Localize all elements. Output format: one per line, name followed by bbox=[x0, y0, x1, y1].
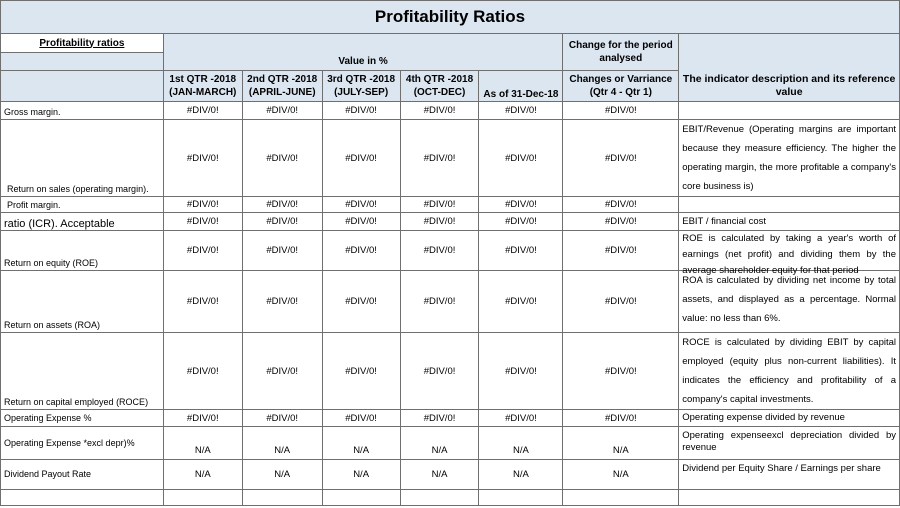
table-row bbox=[1, 213, 900, 231]
value-cell[interactable]: #DIV/0! bbox=[479, 333, 563, 410]
blank-header-cell[interactable] bbox=[1, 71, 164, 102]
table-row bbox=[1, 231, 900, 271]
value-cell[interactable]: #DIV/0! bbox=[242, 271, 322, 333]
value-cell[interactable]: #DIV/0! bbox=[322, 102, 400, 120]
table-row bbox=[1, 460, 900, 490]
change-cell[interactable]: N/A bbox=[563, 427, 679, 460]
value-cell[interactable]: N/A bbox=[479, 460, 563, 490]
value-cell[interactable]: N/A bbox=[322, 427, 400, 460]
change-variance-header[interactable]: Changes or Varriance (Qtr 4 - Qtr 1) bbox=[563, 71, 679, 102]
description-cell[interactable]: Operating expenseexcl depreciation divided by revenue bbox=[679, 427, 900, 460]
value-cell[interactable]: #DIV/0! bbox=[322, 197, 400, 213]
ratio-label[interactable]: Return on assets (ROA) bbox=[1, 271, 164, 333]
period-header-q3[interactable]: 3rd QTR -2018 (JULY-SEP) bbox=[322, 71, 400, 102]
value-cell[interactable]: #DIV/0! bbox=[242, 213, 322, 231]
empty-cell[interactable] bbox=[1, 490, 164, 506]
value-cell[interactable]: #DIV/0! bbox=[479, 231, 563, 271]
description-cell[interactable]: Dividend per Equity Share / Earnings per share bbox=[679, 460, 900, 490]
table-row bbox=[1, 410, 900, 427]
ratio-label[interactable]: Return on equity (ROE) bbox=[1, 231, 164, 271]
value-cell[interactable]: #DIV/0! bbox=[163, 271, 242, 333]
value-cell[interactable]: N/A bbox=[322, 460, 400, 490]
period-header-q1[interactable]: 1st QTR -2018 (JAN-MARCH) bbox=[163, 71, 242, 102]
value-cell[interactable]: #DIV/0! bbox=[242, 231, 322, 271]
ratio-label[interactable]: Return on capital employed (ROCE) bbox=[1, 333, 164, 410]
value-cell[interactable]: #DIV/0! bbox=[322, 410, 400, 427]
value-cell[interactable]: #DIV/0! bbox=[479, 197, 563, 213]
ratio-label[interactable]: Gross margin. bbox=[1, 102, 164, 120]
empty-row bbox=[1, 490, 900, 506]
change-cell[interactable]: #DIV/0! bbox=[563, 271, 679, 333]
description-cell[interactable] bbox=[679, 102, 900, 120]
value-cell[interactable]: #DIV/0! bbox=[400, 271, 479, 333]
ratio-label[interactable]: ratio (ICR). Acceptable bbox=[1, 213, 164, 231]
page-title[interactable]: Profitability Ratios bbox=[1, 1, 900, 34]
value-cell[interactable]: #DIV/0! bbox=[163, 213, 242, 231]
value-cell[interactable]: #DIV/0! bbox=[400, 231, 479, 271]
value-cell[interactable]: #DIV/0! bbox=[242, 333, 322, 410]
value-cell[interactable]: #DIV/0! bbox=[242, 197, 322, 213]
change-cell[interactable]: #DIV/0! bbox=[563, 102, 679, 120]
change-cell[interactable]: N/A bbox=[563, 460, 679, 490]
value-cell[interactable]: #DIV/0! bbox=[242, 410, 322, 427]
empty-cell[interactable] bbox=[242, 490, 322, 506]
change-cell[interactable]: #DIV/0! bbox=[563, 231, 679, 271]
empty-cell[interactable] bbox=[400, 490, 479, 506]
ratio-label[interactable]: Profit margin. bbox=[1, 197, 164, 213]
description-cell[interactable]: ROCE is calculated by dividing EBIT by capital employed (equity plus non-current liabilities). It indicates the efficiency and profitability of a company's capital investments. bbox=[679, 333, 900, 410]
value-cell[interactable]: #DIV/0! bbox=[479, 120, 563, 197]
value-cell[interactable]: #DIV/0! bbox=[163, 102, 242, 120]
change-cell[interactable]: #DIV/0! bbox=[563, 410, 679, 427]
change-cell[interactable]: #DIV/0! bbox=[563, 120, 679, 197]
description-cell[interactable]: ROA is calculated by dividing net income by total assets, and displayed as a percentage. Normal value: no less than 6%. bbox=[679, 271, 900, 333]
value-cell[interactable]: #DIV/0! bbox=[479, 102, 563, 120]
value-cell[interactable]: #DIV/0! bbox=[400, 333, 479, 410]
value-cell[interactable]: N/A bbox=[400, 460, 479, 490]
table-row bbox=[1, 120, 900, 197]
indicator-header[interactable]: The indicator description and its reference value bbox=[679, 34, 900, 102]
value-cell[interactable]: #DIV/0! bbox=[322, 231, 400, 271]
table-row bbox=[1, 427, 900, 460]
empty-cell[interactable] bbox=[479, 490, 563, 506]
value-cell[interactable]: #DIV/0! bbox=[163, 333, 242, 410]
value-cell[interactable]: #DIV/0! bbox=[242, 120, 322, 197]
empty-cell[interactable] bbox=[563, 490, 679, 506]
blank-header-cell[interactable] bbox=[1, 53, 164, 71]
value-cell[interactable]: #DIV/0! bbox=[322, 213, 400, 231]
ratio-label[interactable]: Operating Expense *excl depr)% bbox=[1, 427, 164, 460]
value-cell[interactable]: #DIV/0! bbox=[322, 333, 400, 410]
ratio-label[interactable]: Return on sales (operating margin). bbox=[1, 120, 164, 197]
value-cell[interactable]: #DIV/0! bbox=[479, 213, 563, 231]
empty-cell[interactable] bbox=[322, 490, 400, 506]
value-cell[interactable]: #DIV/0! bbox=[400, 410, 479, 427]
value-cell[interactable]: N/A bbox=[479, 427, 563, 460]
change-cell[interactable]: #DIV/0! bbox=[563, 213, 679, 231]
period-header-q2[interactable]: 2nd QTR -2018 (APRIL-JUNE) bbox=[242, 71, 322, 102]
value-cell[interactable]: #DIV/0! bbox=[400, 197, 479, 213]
empty-cell[interactable] bbox=[679, 490, 900, 506]
value-cell[interactable]: N/A bbox=[163, 427, 242, 460]
table-row bbox=[1, 197, 900, 213]
value-cell[interactable]: #DIV/0! bbox=[400, 213, 479, 231]
value-cell[interactable]: #DIV/0! bbox=[400, 120, 479, 197]
empty-cell[interactable] bbox=[163, 490, 242, 506]
change-cell[interactable]: #DIV/0! bbox=[563, 333, 679, 410]
table-row bbox=[1, 102, 900, 120]
ratio-label[interactable]: Dividend Payout Rate bbox=[1, 460, 164, 490]
value-cell[interactable]: N/A bbox=[242, 427, 322, 460]
value-cell[interactable]: #DIV/0! bbox=[479, 271, 563, 333]
value-cell[interactable]: #DIV/0! bbox=[163, 120, 242, 197]
change-cell[interactable]: #DIV/0! bbox=[563, 197, 679, 213]
description-cell[interactable] bbox=[679, 231, 900, 276]
value-cell[interactable]: N/A bbox=[400, 427, 479, 460]
value-cell[interactable]: #DIV/0! bbox=[479, 410, 563, 427]
value-cell[interactable]: #DIV/0! bbox=[242, 102, 322, 120]
description-cell[interactable]: Operating expense divided by revenue bbox=[679, 410, 900, 427]
value-cell[interactable]: #DIV/0! bbox=[322, 120, 400, 197]
period-header-q4[interactable]: 4th QTR -2018 (OCT-DEC) bbox=[400, 71, 479, 102]
description-cell[interactable]: EBIT/Revenue (Operating margins are important because they measure efficiency. The higher the operating margin, the more profitable a company's core business is) bbox=[679, 120, 900, 197]
value-cell[interactable]: #DIV/0! bbox=[322, 271, 400, 333]
value-cell[interactable]: #DIV/0! bbox=[163, 410, 242, 427]
value-in-header[interactable]: Value in % bbox=[163, 34, 563, 71]
table-row bbox=[1, 333, 900, 410]
value-cell[interactable]: #DIV/0! bbox=[163, 197, 242, 213]
value-cell[interactable]: N/A bbox=[242, 460, 322, 490]
ratios-header[interactable]: Profitability ratios bbox=[1, 34, 164, 53]
ratio-label[interactable]: Operating Expense % bbox=[1, 410, 164, 427]
change-period-header[interactable]: Change for the period analysed bbox=[563, 34, 679, 71]
table-row bbox=[1, 271, 900, 333]
description-cell[interactable] bbox=[679, 197, 900, 213]
value-cell[interactable]: #DIV/0! bbox=[163, 231, 242, 271]
value-cell[interactable]: #DIV/0! bbox=[400, 102, 479, 120]
period-header-ytd[interactable]: As of 31-Dec-18 bbox=[479, 71, 563, 102]
value-cell[interactable]: N/A bbox=[163, 460, 242, 490]
description-cell[interactable]: EBIT / financial cost bbox=[679, 213, 900, 231]
description-text: ROE is calculated by taking a year's worth of earnings (net profit) and dividing them by the average shareholder equity for that period bbox=[682, 233, 896, 276]
